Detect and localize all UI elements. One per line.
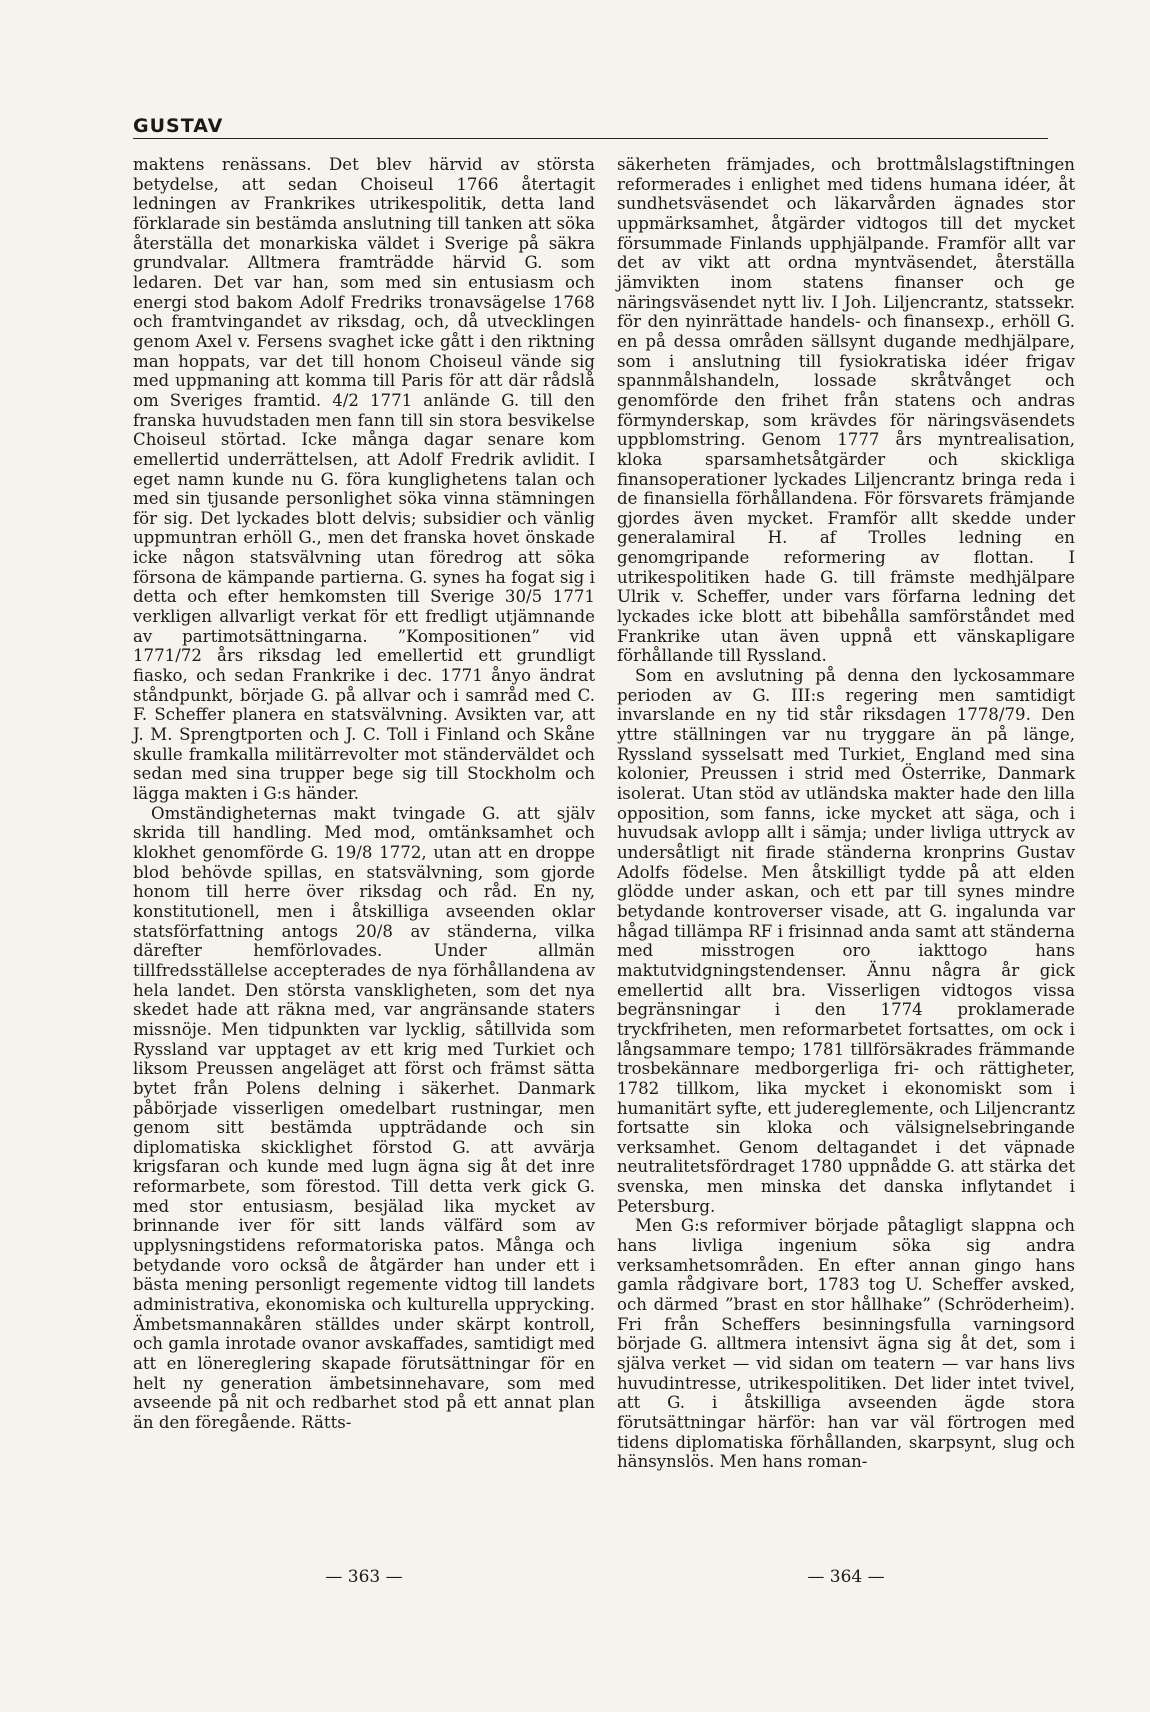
header-rule: [133, 138, 1048, 139]
page-number-right: — 364 —: [807, 1567, 885, 1587]
paragraph: maktens renässans. Det blev härvid av största betydelse, att sedan Choiseul 1766 återtagit ledningen av Frankrikes utrikespolitik, detta land förklarade sin bestämda anslutning till tanken att söka återställa det monarkiska väldet i Sverige på säkra grundvalar. Alltmera framträdde härvid G. som ledaren. Det var han, som med sin entusiasm och energi stod bakom Adolf Fredriks tronavsägelse 1768 och framtvingandet av riksdag, och, då utvecklingen genom Axel v. Fersens svaghet icke gått i den riktning man hoppats, var det till honom Choiseul vände sig med uppmaning att komma till Paris för att där rådslå om Sveriges framtid. 4/2 1771 anlände G. till den franska huvudstaden men fann till sin stora besvikelse Choiseul störtad. Icke många dagar senare kom emellertid underrättelsen, att Adolf Fredrik avlidit. I eget namn kunde nu G. föra kunglighetens talan och med sin tjusande personlighet söka vinna stämningen för sig. Det lyckades blott delvis; subsidier och vänlig uppmuntran erhöll G., men det franska hovet önskade icke någon statsvälvning utan föredrog att söka försona de kämpande partierna. G. synes ha fogat sig i detta och efter hemkomsten till Sverige 30/5 1771 verkligen allvarligt verkat för ett fredligt utjämnande av partimotsättningarna. ”Kompositionen” vid 1771/72 års riksdag led emellertid ett grundligt fiasko, och sedan Frankrike i dec. 1771 ånyo ändrat ståndpunkt, började G. på allvar och i samråd med C. F. Scheffer planera en statsvälvning. Avsikten var, att J. M. Sprengtporten och J. C. Toll i Finland och Skåne skulle framkalla militärrevolter mot ständerväldet och sedan med sina trupper bege sig till Stockholm och lägga makten i G:s händer.: [133, 155, 595, 803]
page-number-left: — 363 —: [325, 1567, 403, 1587]
paragraph: Men G:s reformiver började påtagligt slappna och hans livliga ingenium söka sig andra verksamhetsområden. En efter annan gingo hans gamla rådgivare bort, 1783 tog U. Scheffer avsked, och därmed ”brast en stor hållhake” (Schröderheim). Fri från Scheffers besinningsfulla varningsord började G. alltmera intensivt ägna sig åt det, som i själva verket — vid sidan om teatern — var hans livs huvudintresse, utrikespolitiken. Det lider intet tvivel, att G. i åtskilliga avseenden ägde stora förutsättningar härför: han var väl förtrogen med tidens diplomatiska förhållanden, skarpsynt, slug och hänsynslös. Men hans roman-: [617, 1216, 1075, 1472]
left-column: [133, 155, 595, 1433]
paragraph: Omständigheternas makt tvingade G. att själv skrida till handling. Med mod, omtänksamhet och klokhet genomförde G. 19/8 1772, utan att en droppe blod behövde spillas, en statsvälvning, som gjorde honom till herre över riksdag och råd. En ny, konstitutionell, men i åtskilliga avseenden oklar statsförfattning antogs 20/8 av ständerna, vilka därefter hemförlovades. Under allmän tillfredsställelse accepterades de nya förhållandena av hela landet. Den största vanskligheten, som det nya skedet hade att räkna med, var angränsande staters missnöje. Men tidpunkten var lycklig, såtillvida som Ryssland var upptaget av ett krig med Turkiet och liksom Preussen angeläget att först och främst sätta bytet från Polens delning i säkerhet. Danmark påbörjade visserligen omedelbart rustningar, men genom sitt bestämda uppträdande och sin diplomatiska skicklighet förstod G. att avvärja krigsfaran och kunde med lugn ägna sig åt det inre reformarbete, som förestod. Till detta verk gick G. med stor entusiasm, besjälad lika mycket av brinnande iver för sitt lands välfärd som av upplysningstidens reformatoriska patos. Många och betydande voro också de åtgärder han under ett i bästa mening personligt regemente vidtog till landets administrativa, ekonomiska och kulturella upprycking. Ämbetsmannakåren ställdes under skärpt kontroll, och gamla inrotade ovanor avskaffades, samtidigt med att en lönereglering skapade förutsättningar för en helt ny generation ämbetsinnehavare, som med avseende på nit och redbarhet stod på ett annat plan än den föregående. Rätts-: [133, 803, 595, 1432]
running-head: GUSTAV: [133, 115, 224, 137]
paragraph: Som en avslutning på denna den lyckosammare perioden av G. III:s regering men samtidigt invarslande en ny tid står riksdagen 1778/79. Den yttre ställningen var nu tryggare än på länge, Ryssland sysselsatt med Turkiet, England med sina kolonier, Preussen i strid med Österrike, Danmark isolerat. Utan stöd av utländska makter hade den lilla opposition, som fanns, icke mycket att säga, och i huvudsak avlopp allt i sämja; under livliga uttryck av undersåtligt nit firade ständerna kronprins Gustav Adolfs födelse. Men åtskilligt tydde på att elden glödde under askan, och ett par till synes mindre betydande kontroverser visade, att G. ingalunda var hågad tillämpa RF i frisinnad anda samt att ständerna med misstrogen oro iakttogo hans maktutvidgningstendenser. Ännu några år gick emellertid allt bra. Visserligen vidtogos vissa begränsningar i den 1774 proklamerade tryckfriheten, men reformarbetet fortsattes, om ock i långsammare tempo; 1781 tillförsäkrades främmande trosbekännare medborgerliga fri- och rättigheter, 1782 tillkom, lika mycket i ekonomiskt som i humanitärt syfte, ett judereglemente, och Liljencrantz fortsatte sin kloka och välsignelsebringande verksamhet. Genom deltagandet i det väpnade neutralitetsfördraget 1780 uppnådde G. att stärka det svenska, men minska det danska inflytandet i Petersburg.: [617, 666, 1075, 1216]
paragraph: säkerheten främjades, och brottmålslagstiftningen reformerades i enlighet med tidens humana idéer, åt sundhetsväsendet och läkarvården ägnades stor uppmärksamhet, åtgärder vidtogos till det mycket försummade Finlands upphjälpande. Framför allt var det av vikt att ordna myntväsendet, återställa jämvikten inom statens finanser och ge näringsväsendet nytt liv. I Joh. Liljencrantz, statssekr. för den nyinrättade handels- och finansexp., erhöll G. en på dessa områden sällsynt dugande medhjälpare, som i anslutning till fysiokratiska idéer frigav spannmålshandeln, lossade skråtvånget och genomförde den frihet från statens och andras förmynderskap, som krävdes för näringsväsendets uppblomstring. Genom 1777 års myntrealisation, kloka sparsamhetsåtgärder och skickliga finansoperationer lyckades Liljencrantz bringa reda i de finansiella förhållandena. För försvarets främjande gjordes även mycket. Framför allt skedde under generalamiral H. af Trolles ledning en genomgripande reformering av flottan. I utrikespolitiken hade G. till främste medhjälpare Ulrik v. Scheffer, under vars förfarna ledning det lyckades icke blott att bibehålla samförståndet med Frankrike utan även uppnå ett vänskapligare förhållande till Ryssland.: [617, 155, 1075, 666]
right-column: [617, 155, 1075, 1472]
